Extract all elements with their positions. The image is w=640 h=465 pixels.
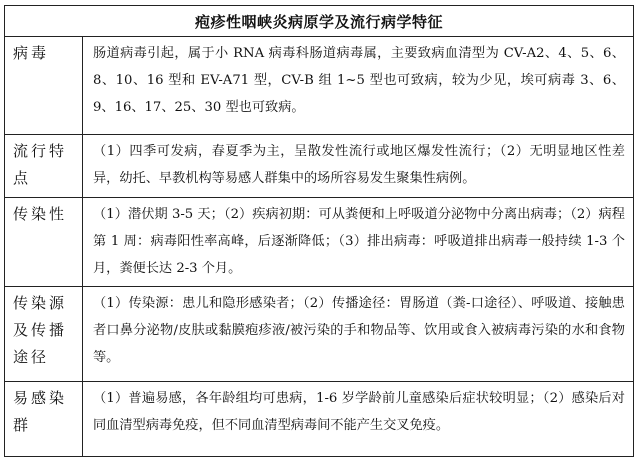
table-title: 疱疹性咽峡炎病原学及流行病学特征	[5, 6, 634, 37]
table-row-virus	[5, 37, 634, 135]
row-label-source-transmission: 传染源及传播途径	[5, 286, 83, 381]
row-content-susceptible-population: （1）普遍易感，各年龄组均可患病，1-6 岁学龄前儿童感染后症状较明显；（2）感染后对同血清型病毒免疫，但不同血清型病毒间不能产生交叉免疫。	[83, 381, 634, 456]
table-row-susceptible-population	[5, 381, 634, 456]
row-content-infectivity: （1）潜伏期 3-5 天；（2）疾病初期：可从粪便和上呼吸道分泌物中分离出病毒；（2）病程第 1 周：病毒阳性率高峰，后逐渐降低；（3）排出病毒：呼吸道排出病毒一般持续 1-3 个月，粪便长达 2-3 个月。	[83, 198, 634, 286]
row-label-epidemic-features: 流行特点	[5, 135, 83, 198]
row-content-source-transmission: （1）传染源：患儿和隐形感染者；（2）传播途径：胃肠道（粪-口途径）、呼吸道、接触患者口鼻分泌物/皮肤或黏膜疱疹液/被污染的手和物品等、饮用或食入被病毒污染的水和食物等。	[83, 286, 634, 381]
table-row-infectivity	[5, 198, 634, 286]
epidemiology-table	[4, 5, 634, 457]
table-row-source-transmission	[5, 286, 634, 381]
row-content-epidemic-features: （1）四季可发病，春夏季为主，呈散发性流行或地区爆发性流行；（2）无明显地区性差异，幼托、早教机构等易感人群集中的场所容易发生聚集性病例。	[83, 135, 634, 198]
table-title-row	[5, 6, 634, 37]
row-label-infectivity: 传染性	[5, 198, 83, 286]
row-label-virus: 病毒	[5, 37, 83, 135]
table-row-epidemic-features	[5, 135, 634, 198]
row-label-susceptible-population: 易感染群	[5, 381, 83, 456]
row-content-virus: 肠道病毒引起，属于小 RNA 病毒科肠道病毒属，主要致病血清型为 CV-A2、4、5、6、8、10、16 型和 EV-A71 型，CV-B 组 1~5 型也可致病，较为少见，埃可病毒 3、6、9、16、17、25、30 型也可致病。	[83, 37, 634, 135]
